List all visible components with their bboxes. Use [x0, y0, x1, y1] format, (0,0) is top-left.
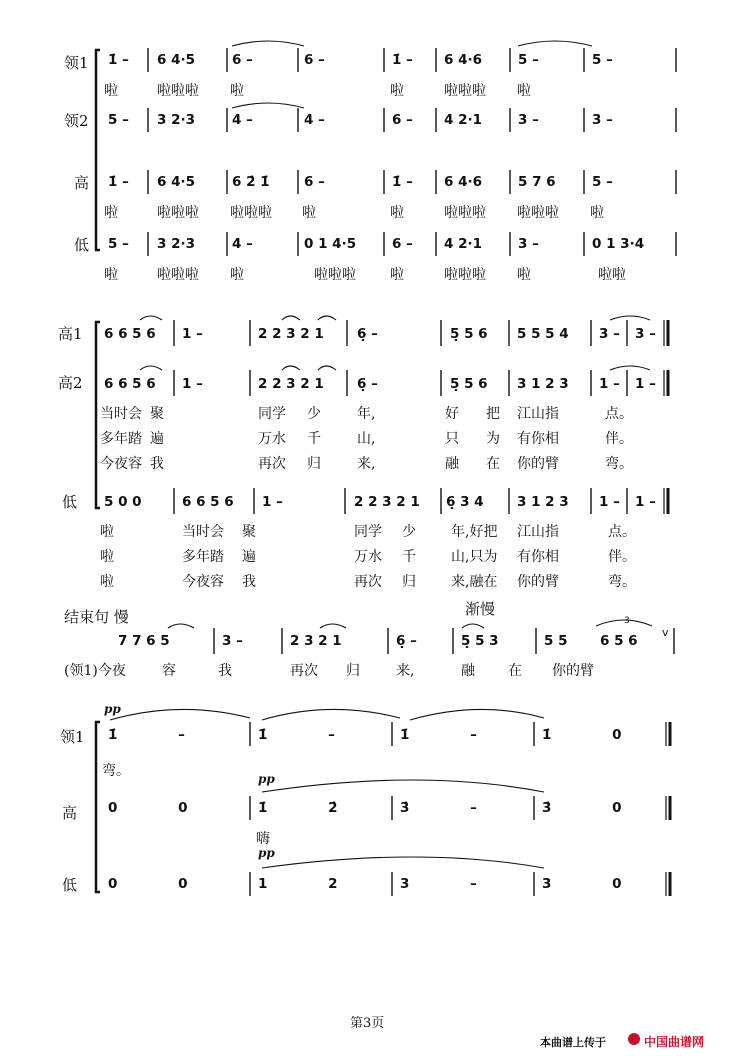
lyric: (领1)今夜: [64, 663, 126, 679]
lyric: 伴。: [608, 549, 636, 565]
lyric: 啦: [230, 83, 244, 99]
lyric: 万水: [354, 549, 382, 565]
upload-credit: 本曲谱上传于: [540, 1036, 606, 1049]
measure-notes: 1̇ –: [392, 174, 413, 190]
lyric: 啦: [100, 549, 114, 565]
measure-notes: 3̇ –: [400, 800, 477, 816]
measure-notes: 2 3 2 1: [290, 633, 342, 649]
lyric: 同学: [354, 524, 382, 540]
lyric: 啦: [517, 83, 531, 99]
measure-notes: 6 –: [392, 112, 413, 128]
lyric: 来,: [357, 456, 376, 472]
measure-notes: 3 –: [635, 326, 656, 342]
lyric: 伴。: [605, 431, 633, 447]
page-number: 第3页: [350, 1016, 385, 1031]
lyric: 当时会: [182, 524, 224, 540]
lyric: 来,融在: [451, 574, 498, 590]
measure-notes: 1̇ –: [108, 52, 129, 68]
measure-notes: 1 –: [182, 376, 203, 392]
system-bracket: [96, 722, 100, 892]
measure-notes: 1̇ –: [392, 52, 413, 68]
measure-notes: 6 4·6: [444, 52, 483, 68]
lyric: 融: [461, 663, 475, 679]
lyric: 啦啦啦: [314, 267, 356, 283]
ending-tempo-marking: 结束句 慢: [64, 608, 129, 626]
lyric: 千: [402, 549, 416, 565]
lyric: 我: [150, 456, 164, 472]
lyric: 有你相: [517, 431, 559, 447]
lyric: 归: [402, 574, 416, 590]
lyric: 江山指: [517, 406, 559, 422]
system-bracket: [96, 50, 100, 250]
lyric: 聚: [242, 524, 256, 540]
measure-notes: 2 2 3 2 1: [258, 326, 324, 342]
lyric: 啦: [104, 267, 118, 283]
measure-notes: 6 6 5 6: [182, 494, 234, 510]
lyric: 在: [486, 456, 500, 472]
lyric: 嗨: [256, 831, 270, 847]
lyric: 啦: [100, 524, 114, 540]
lyric: 山,: [357, 431, 376, 447]
lyric: 少: [307, 406, 321, 422]
repeat-barline: [664, 320, 668, 514]
lyric: 啦啦啦: [157, 83, 199, 99]
lyric: 来,: [396, 663, 415, 679]
lyric: 年,: [357, 406, 376, 422]
voice-label-high: 高: [74, 174, 90, 192]
measure-notes: 1 –: [182, 326, 203, 342]
triplet-mark: 3: [624, 616, 630, 626]
lyric: 啦: [390, 83, 404, 99]
measure-notes: 1̇ –: [108, 727, 185, 743]
measure-notes: 6 –: [232, 52, 253, 68]
lyric: 啦: [590, 205, 604, 221]
measure-notes: 6 –: [392, 236, 413, 252]
final-barline: [666, 722, 670, 896]
lyric: 多年踏: [182, 549, 224, 565]
measure-notes: 1 2: [258, 876, 338, 892]
lyric: 为: [486, 431, 500, 447]
lyric: 在: [508, 663, 522, 679]
lyric: 把: [486, 406, 500, 422]
measure-notes: 5 0 0: [104, 494, 142, 510]
measure-notes: 7 7 6 5: [118, 633, 170, 649]
lyric: 啦啦: [598, 267, 626, 283]
lyric: 我: [218, 663, 232, 679]
measure-notes: 3 1 2 3: [517, 376, 569, 392]
measure-notes: 5 5 5 4: [517, 326, 569, 342]
voice-label-low: 低: [62, 876, 78, 894]
measure-notes: 5 –: [592, 174, 613, 190]
lyric: 弯。: [608, 574, 636, 590]
lyric: 啦: [100, 574, 114, 590]
measure-notes: 6̣ –: [357, 376, 378, 392]
voice-label-low: 低: [74, 236, 90, 254]
measure-notes: 6 2̇ 1̇: [232, 174, 270, 190]
measure-notes: 1 –: [635, 376, 656, 392]
measure-notes: 5 –: [592, 52, 613, 68]
lyric: 有你相: [517, 549, 559, 565]
lyric: 少: [402, 524, 416, 540]
measure-notes: 4 –: [232, 112, 253, 128]
lyric: 啦: [104, 83, 118, 99]
lyric: 再次: [354, 574, 382, 590]
lyric: 你的臂: [552, 663, 594, 679]
lyric: 江山指: [517, 524, 559, 540]
measure-notes: 3 –: [222, 633, 243, 649]
lyric: 你的臂: [517, 574, 559, 590]
lyric: 啦啦啦: [230, 205, 272, 221]
lyric: 遍: [150, 431, 164, 447]
barlines: [250, 722, 534, 896]
measure-notes: 3 2·3: [157, 236, 196, 252]
measure-notes: 3 –: [599, 326, 620, 342]
measure-notes: 1 –: [599, 376, 620, 392]
lyric: 今夜容: [100, 456, 142, 472]
measure-notes: 0 1 4·5: [304, 236, 357, 252]
measure-notes: 3 –: [518, 112, 539, 128]
lyric: 多年踏: [100, 431, 142, 447]
measure-notes: 4 2·1: [444, 112, 483, 128]
lyric: 容: [162, 663, 176, 679]
measure-notes: 6̣ 3 4: [446, 494, 484, 510]
lyric: 融: [445, 456, 459, 472]
slurs: [140, 316, 650, 370]
measure-notes: 3 1 2 3: [517, 494, 569, 510]
measure-notes: 2 2 3 2 1: [258, 376, 324, 392]
measure-notes: 5̣ 5 6: [450, 326, 488, 342]
measure-notes: 6 –: [304, 52, 325, 68]
measure-notes: 3 2·3: [157, 112, 196, 128]
voice-label-lead1: 领1: [60, 728, 85, 746]
measure-notes: 6 4·5: [157, 174, 196, 190]
measure-notes: 5 5: [544, 633, 568, 649]
measure-notes: 6 4·5: [157, 52, 196, 68]
measure-notes: 3 –: [592, 112, 613, 128]
measure-notes: 1̇ –: [400, 727, 477, 743]
measure-notes: 1̇ 2̇: [258, 800, 338, 816]
lyric: 同学: [258, 406, 286, 422]
measure-notes: 6̣ –: [396, 633, 417, 649]
measure-notes: 5 –: [518, 52, 539, 68]
measure-notes: 1̇ 0: [542, 727, 622, 743]
lyric: 点。: [605, 406, 633, 422]
lyric: 啦: [517, 267, 531, 283]
lyric: 聚: [150, 406, 164, 422]
measure-notes: 3 –: [400, 876, 477, 892]
measure-notes: 1 –: [635, 494, 656, 510]
lyric: 千: [307, 431, 321, 447]
barlines: [214, 628, 674, 654]
lyric: 你的臂: [517, 456, 559, 472]
dynamic-pp: pp: [258, 772, 275, 786]
measure-notes: 3 –: [518, 236, 539, 252]
lyric: 只: [445, 431, 459, 447]
lyric: 山,只为: [451, 549, 498, 565]
lyric: 啦啦啦: [444, 205, 486, 221]
voice-label-lead1: 领1: [64, 54, 89, 72]
measure-notes: 1 –: [599, 494, 620, 510]
lyric: 年,好把: [451, 524, 498, 540]
lyric: 弯。: [102, 763, 130, 779]
voice-label-high: 高: [62, 804, 78, 822]
measure-notes: 1̇ –: [258, 727, 335, 743]
measure-notes: 6̣ –: [357, 326, 378, 342]
lyric: 啦: [230, 267, 244, 283]
voice-label-high1: 高1: [58, 325, 83, 343]
measure-notes: 4 –: [232, 236, 253, 252]
lyric: 我: [242, 574, 256, 590]
measure-notes: 5 7 6: [518, 174, 556, 190]
voice-label-lead2: 领2: [64, 112, 89, 130]
voice-label-low: 低: [62, 493, 78, 511]
measure-notes: 1̇ –: [108, 174, 129, 190]
measure-notes: 6 6 5 6: [104, 326, 156, 342]
site-logo-icon: [628, 1033, 640, 1045]
lyric: 啦啦啦: [157, 205, 199, 221]
lyric: 归: [307, 456, 321, 472]
lyric: 啦啦啦: [444, 83, 486, 99]
slurs: [168, 620, 652, 628]
measure-notes: 5 –: [108, 236, 129, 252]
measure-notes: 4 2·1: [444, 236, 483, 252]
lyric: 点。: [608, 524, 636, 540]
measure-notes: 5̣ 5 6: [450, 376, 488, 392]
system-bracket: [96, 322, 100, 508]
measure-notes: 3̇ 0: [542, 800, 622, 816]
measure-notes: 0 1 3·4: [592, 236, 645, 252]
barlines: [174, 320, 627, 514]
lyric: 万水: [258, 431, 286, 447]
measure-notes: 6 4·6: [444, 174, 483, 190]
measure-notes: 1 –: [262, 494, 283, 510]
lyric: 再次: [258, 456, 286, 472]
measure-notes: 0 0: [108, 800, 188, 816]
lyric: 啦啦啦: [517, 205, 559, 221]
measure-notes: 6 5 6: [600, 633, 638, 649]
lyric: 归: [346, 663, 360, 679]
dynamic-pp: pp: [104, 702, 121, 716]
ritardando-marking: 渐慢: [465, 600, 496, 618]
lyric: 啦啦啦: [444, 267, 486, 283]
lyric: 啦: [302, 205, 316, 221]
slurs: [232, 41, 592, 108]
measure-notes: 0 0: [108, 876, 188, 892]
barlines: [148, 48, 676, 256]
lyric: 当时会: [100, 406, 142, 422]
measure-notes: 6 6 5 6: [104, 376, 156, 392]
measure-notes: 3 0: [542, 876, 622, 892]
lyric: 好: [445, 406, 459, 422]
slurs: [110, 709, 544, 868]
site-name[interactable]: 中国曲谱网: [644, 1035, 705, 1049]
measure-notes: 6 –: [304, 174, 325, 190]
dynamic-pp: pp: [258, 846, 275, 860]
measure-notes: 4 –: [304, 112, 325, 128]
breath-mark: v: [662, 626, 669, 639]
lyric: 啦: [390, 205, 404, 221]
lyric: 再次: [290, 663, 318, 679]
lyric: 弯。: [605, 456, 633, 472]
lyric: 今夜容: [182, 574, 224, 590]
lyric: 啦啦啦: [157, 267, 199, 283]
lyric: 啦: [104, 205, 118, 221]
lyric: 遍: [242, 549, 256, 565]
voice-label-high2: 高2: [58, 374, 83, 392]
measure-notes: 5 –: [108, 112, 129, 128]
measure-notes: 2 2 3 2 1: [354, 494, 420, 510]
measure-notes: 5̣ 5 3: [461, 633, 499, 649]
lyric: 啦: [390, 267, 404, 283]
